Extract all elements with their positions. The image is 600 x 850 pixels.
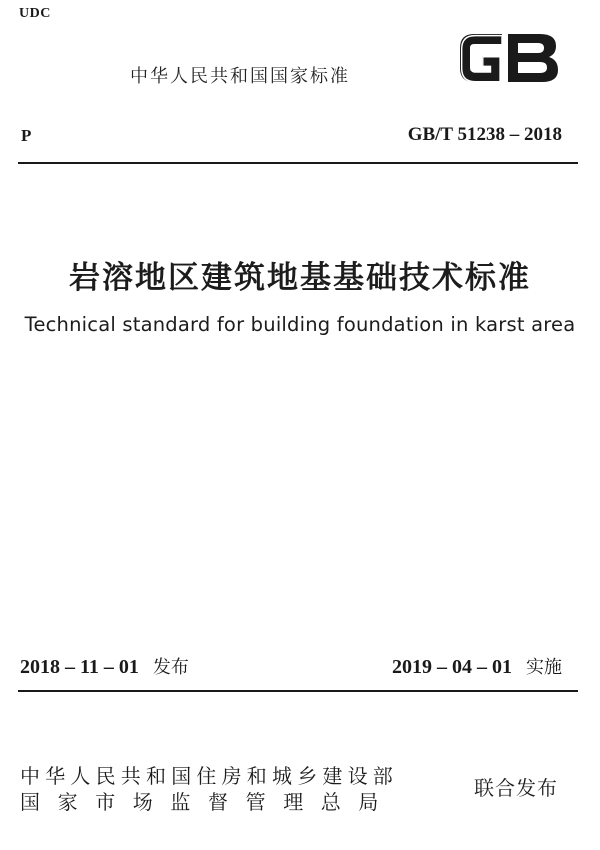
standard-number: GB/T 51238 – 2018 xyxy=(407,124,562,145)
national-standard-label: 中华人民共和国国家标准 xyxy=(130,66,350,87)
gb-logo-icon xyxy=(452,24,564,92)
category-code: P xyxy=(21,126,32,145)
implement-date-value: 2019 – 04 – 01 xyxy=(392,656,512,678)
bottom-divider xyxy=(18,690,578,692)
issuer-administration: 国家市场监督管理总局 xyxy=(20,790,396,814)
joint-publish-label: 联合发布 xyxy=(474,776,558,800)
title-english: Technical standard for building foundation in karst area xyxy=(24,313,576,336)
publish-date-label: 发布 xyxy=(152,657,189,678)
implement-date xyxy=(392,653,562,679)
udc-label: UDC xyxy=(19,6,51,21)
title-chinese: 岩溶地区建筑地基基础技术标准 xyxy=(69,260,531,296)
publish-date xyxy=(20,653,189,679)
issuer-ministry: 中华人民共和国住房和城乡建设部 xyxy=(20,764,398,788)
top-divider xyxy=(18,162,578,164)
implement-date-label: 实施 xyxy=(526,657,562,678)
publish-date-value: 2018 – 11 – 01 xyxy=(20,656,139,678)
